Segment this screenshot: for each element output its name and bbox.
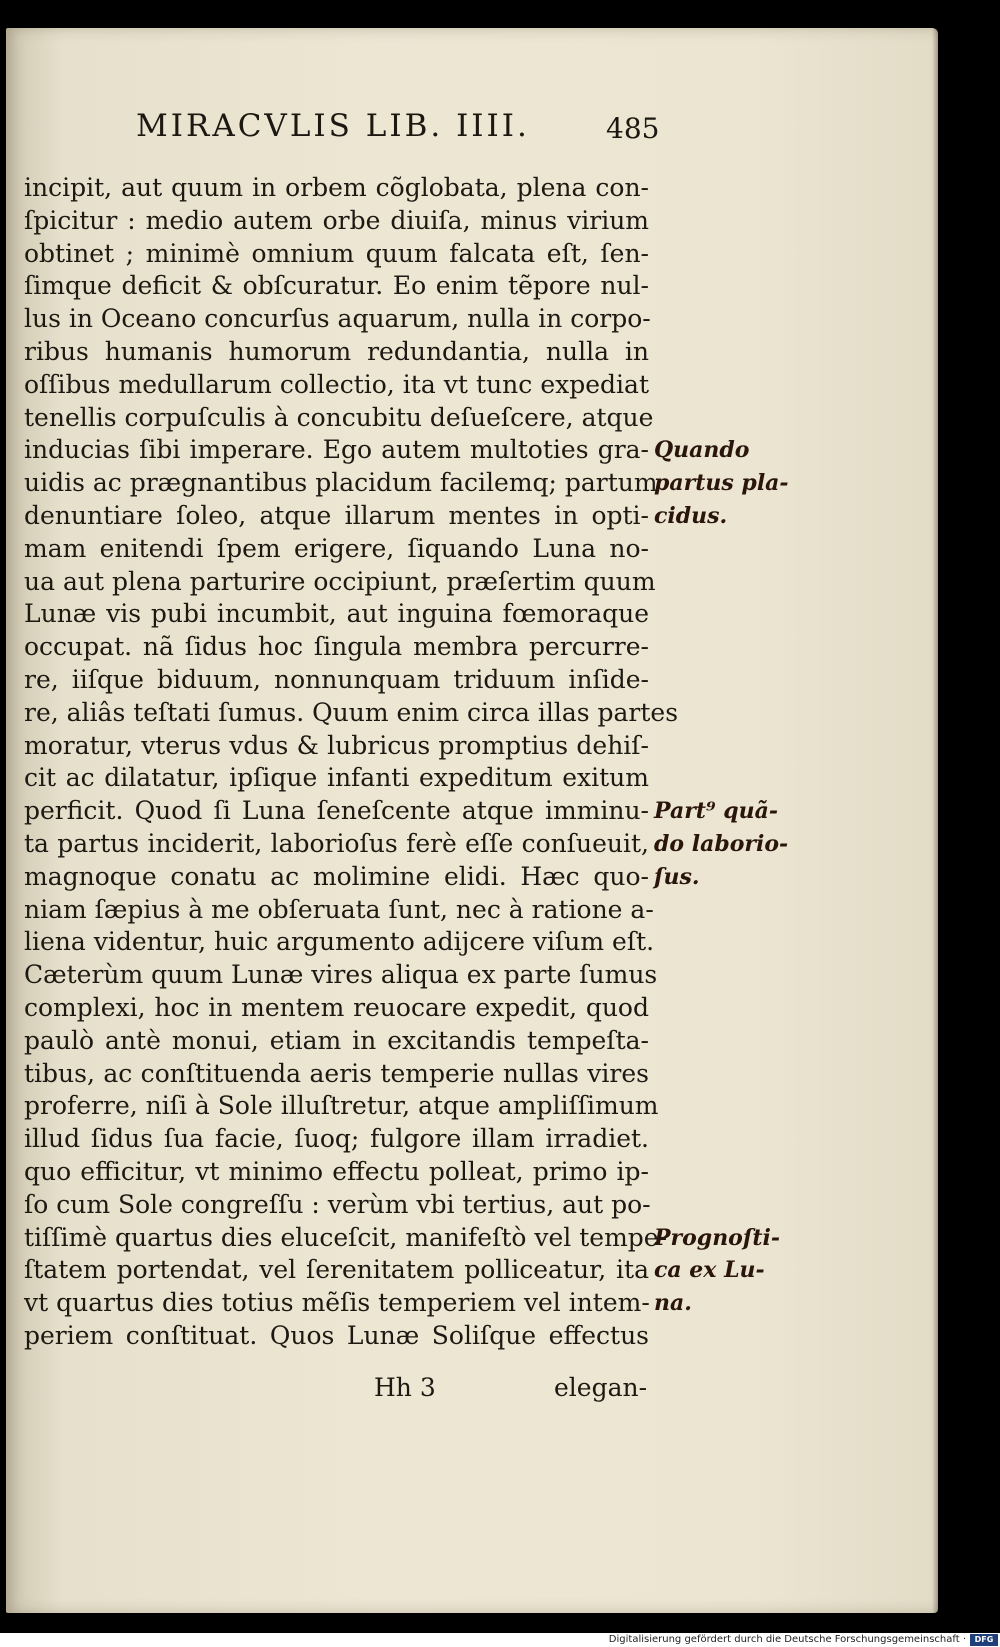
text-line: proferre, niſi à Sole illuſtretur, atque ampliſſimum [24,1091,659,1121]
marginal-note-line: Part⁹ quã- [654,798,779,825]
dfg-logo: DFG [970,1634,998,1646]
catchword: elegan- [554,1373,648,1402]
text-line: tibus, ac conſtituenda aeris temperie nullas vires [24,1058,649,1088]
text-line: ſimque deficit & obſcuratur. Eo enim tẽpore nul- [24,271,649,301]
marginal-note-line: ſus. [654,863,700,890]
marginal-note-line: partus pla- [654,470,789,497]
signature-mark: Hh 3 [374,1373,436,1402]
text-line: ta partus inciderit, laborioſus ferè eſſe conſueuit, [24,828,649,858]
text-line: cit ac dilatatur, ipſique infanti expeditum exitum [24,763,649,793]
marginal-note [654,434,789,532]
text-line: ſtatem portendat, vel ſerenitatem polliceatur, ita [24,1255,649,1285]
text-line: denuntiare ſoleo, atque illarum mentes in opti- [24,500,649,530]
text-line: re, aliâs teſtati ſumus. Quum enim circa illas partes [24,697,679,727]
marginal-note-line: cidus. [654,502,728,529]
text-line: obtinet ; minimè omnium quum falcata eſt, ſen- [24,238,649,268]
text-line: uidis ac prægnantibus placidum facilemq; partum [24,468,658,498]
text-line: tiſſimè quartus dies eluceſcit, manifeſtò vel tempe- [24,1222,668,1252]
running-title: MIRACVLIS LIB. IIII. [136,108,530,144]
marginal-note-line: do laborio- [654,830,789,857]
text-line: liena videntur, huic argumento adijcere viſum eſt. [24,927,655,957]
text-line: re, iiſque biduum, nonnunquam triduum inſide- [24,664,649,694]
text-line: tenellis corpuſculis à concubitu deſueſcere, atque [24,402,654,432]
text-line: Lunæ vis pubi incumbit, aut inguina fœmoraque [24,599,649,629]
text-line: ribus humanis humorum redundantia, nulla in [24,336,649,366]
text-line: mam enitendi ſpem erigere, ſiquando Luna no- [24,533,649,563]
text-line: paulò antè monui, etiam in excitandis tempeſta- [24,1025,649,1055]
page-number: 485 [606,112,660,145]
text-line: ua aut plena parturire occipiunt, præſertim quum [24,566,656,596]
text-line: inducias ſibi imperare. Ego autem multoties gra- [24,435,649,465]
marginal-note-line: ca ex Lu- [654,1257,765,1284]
text-line: ſo cum Sole congreſſu : verùm vbi tertius, aut po- [24,1189,651,1219]
text-line: vt quartus dies totius mẽſis temperiem vel intem- [24,1288,650,1318]
text-line: ſpicitur : medio autem orbe diuiſa, minus virium [24,205,649,235]
text-line: niam ſæpius à me obſeruata ſunt, nec à ratione a- [24,894,654,924]
book-page [6,28,938,1613]
text-line: incipit, aut quum in orbem cõglobata, plena con- [24,173,649,202]
marginal-note-line: Quando [654,437,750,464]
text-line: moratur, vterus vdus & lubricus promptius dehiſ- [24,730,649,760]
text-line: oſſibus medullarum collectio, ita vt tunc expediat [24,369,649,399]
main-text-block [24,172,679,1353]
marginal-notes [654,172,814,1372]
text-line: complexi, hoc in mentem reuocare expedit, quod [24,992,649,1022]
running-header [136,108,676,158]
text-line: perficit. Quod ſi Luna ſeneſcente atque imminu- [24,796,649,826]
marginal-note [654,1222,780,1320]
digitization-footer [0,1633,1000,1647]
marginal-note [654,795,788,893]
text-line: quo efficitur, vt minimo effectu polleat, primo ip- [24,1156,649,1186]
marginal-note-line: na. [654,1290,692,1317]
funding-credit: Digitalisierung gefördert durch die Deutsche Forschungsgemeinschaft · [608,1634,966,1645]
text-line: Cæterùm quum Lunæ vires aliqua ex parte ſumus [24,960,658,990]
text-line: illud ſidus ſua facie, ſuoq; fulgore illam irradiet. [24,1124,649,1154]
marginal-note-line: Prognoſti- [654,1224,780,1251]
text-line: magnoque conatu ac molimine elidi. Hæc quo- [24,861,649,891]
text-line: occupat. nã ſidus hoc ſingula membra percurre- [24,632,649,662]
text-line: lus in Oceano concurſus aquarum, nulla in corpo- [24,304,651,334]
text-line: periem conſtituat. Quos Lunæ Soliſque effectus [24,1320,649,1350]
signature-line [24,1373,649,1407]
